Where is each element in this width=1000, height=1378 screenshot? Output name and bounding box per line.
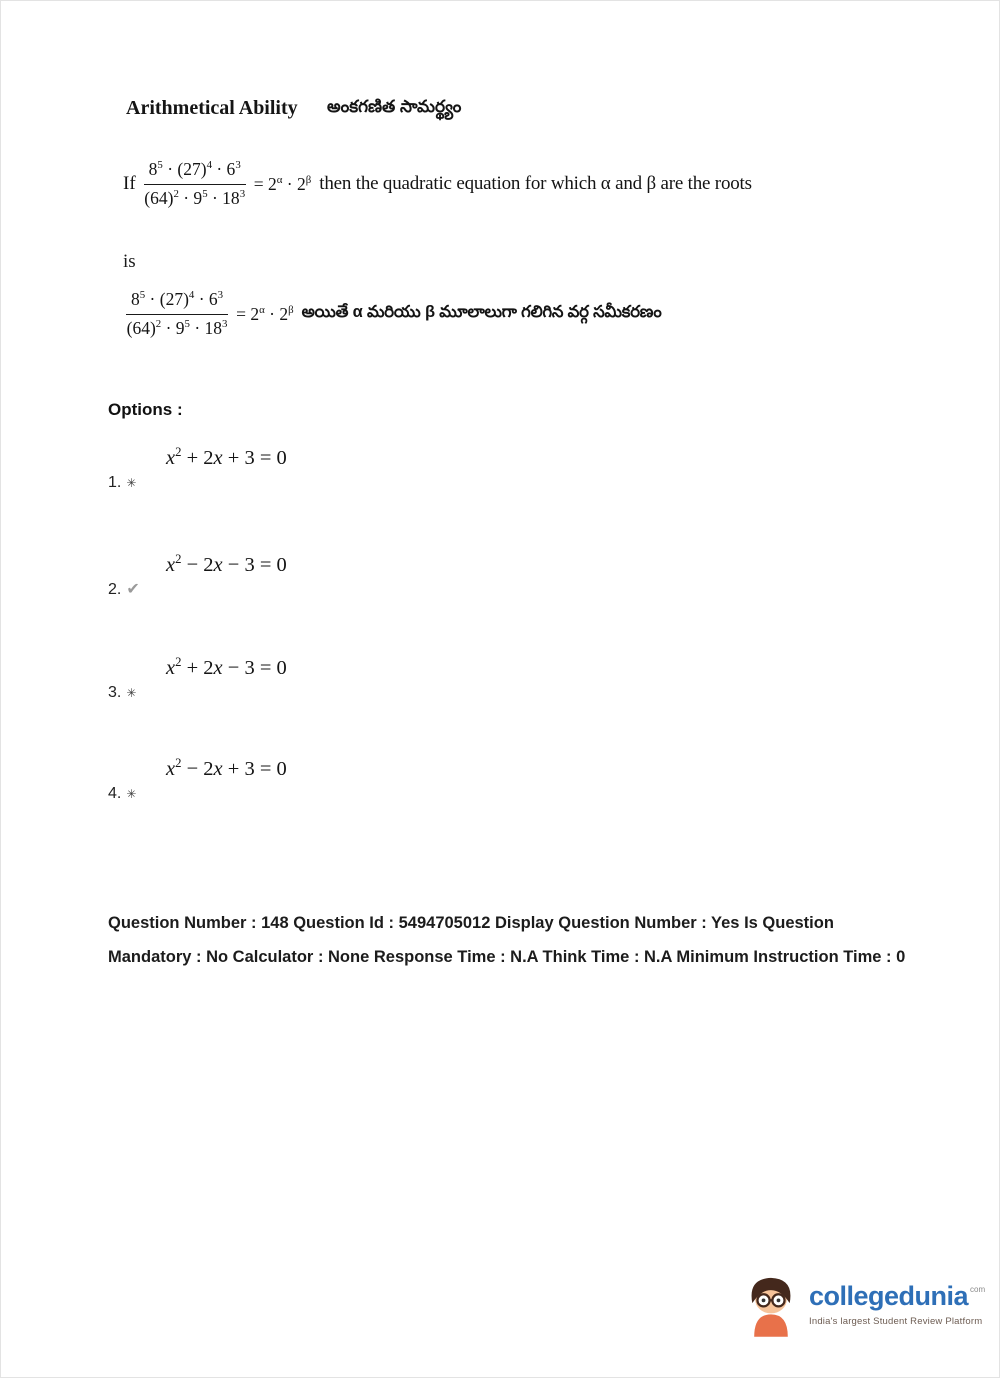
brand-name: collegedunia [809,1281,969,1311]
option-1 [108,447,287,507]
brand-suffix: com [970,1285,986,1294]
section-title-english: Arithmetical Ability [126,97,298,119]
question-telugu [126,289,946,340]
correct-answer-icon: ✔ [126,581,140,598]
question-equals: = $2^\alpha \cdot 2^\beta$ [253,173,312,194]
section-title-telugu: అంకగణిత సామర్థ్యం [327,97,462,116]
wrong-answer-icon: ✳ [126,787,137,801]
option-4 [108,758,287,818]
option-1-formula: $x^2 + 2x + 3 = 0$ [166,445,287,469]
question-metadata: Question Number : 148 Question Id : 5494705012 Display Question Number : Yes Is Question Mandatory : No Calculator : None Response Time : N.A Think Time : N.A Minimum Instruction Time : 0 [108,914,906,966]
option-3-number: 3. [108,684,122,701]
option-2 [108,554,287,614]
question-equals-telugu: = $2^\alpha \cdot 2^\beta$ [236,303,294,324]
options-label: Options : [108,400,183,419]
option-2-formula: $x^2 - 2x - 3 = 0$ [166,552,287,576]
collegedunia-mascot-icon [743,1273,799,1337]
wrong-answer-icon: ✳ [126,476,137,490]
question-text-english: then the quadratic equation for which α and β are the roots [319,173,752,195]
fraction-numerator-telugu: $8^5 \cdot (27)^4 \cdot 6^3$ [126,289,228,315]
question-english [123,159,923,210]
fraction-denominator: $(64)^2 \cdot 9^5 \cdot 18^3$ [144,187,246,208]
option-1-number: 1. [108,474,122,491]
option-4-formula: $x^2 - 2x + 3 = 0$ [166,756,287,780]
brand-tagline: India's largest Student Review Platform [809,1316,983,1327]
option-3-formula: $x^2 + 2x - 3 = 0$ [166,655,287,679]
collegedunia-logo [743,1273,985,1337]
wrong-answer-icon: ✳ [126,686,137,700]
option-3 [108,657,287,717]
question-is-label: is [123,251,136,272]
fraction-denominator-telugu: $(64)^2 \cdot 9^5 \cdot 18^3$ [126,317,228,338]
question-fraction [144,159,246,210]
question-fraction-telugu [126,289,228,340]
option-2-number: 2. [108,581,122,598]
fraction-numerator: $8^5 \cdot (27)^4 \cdot 6^3$ [144,159,246,185]
question-if-label: If [123,173,136,195]
question-text-telugu: అయితే α మరియు β మూలాలుగా గలిగిన వర్గ సమీకరణం [301,303,662,322]
option-4-number: 4. [108,785,122,802]
